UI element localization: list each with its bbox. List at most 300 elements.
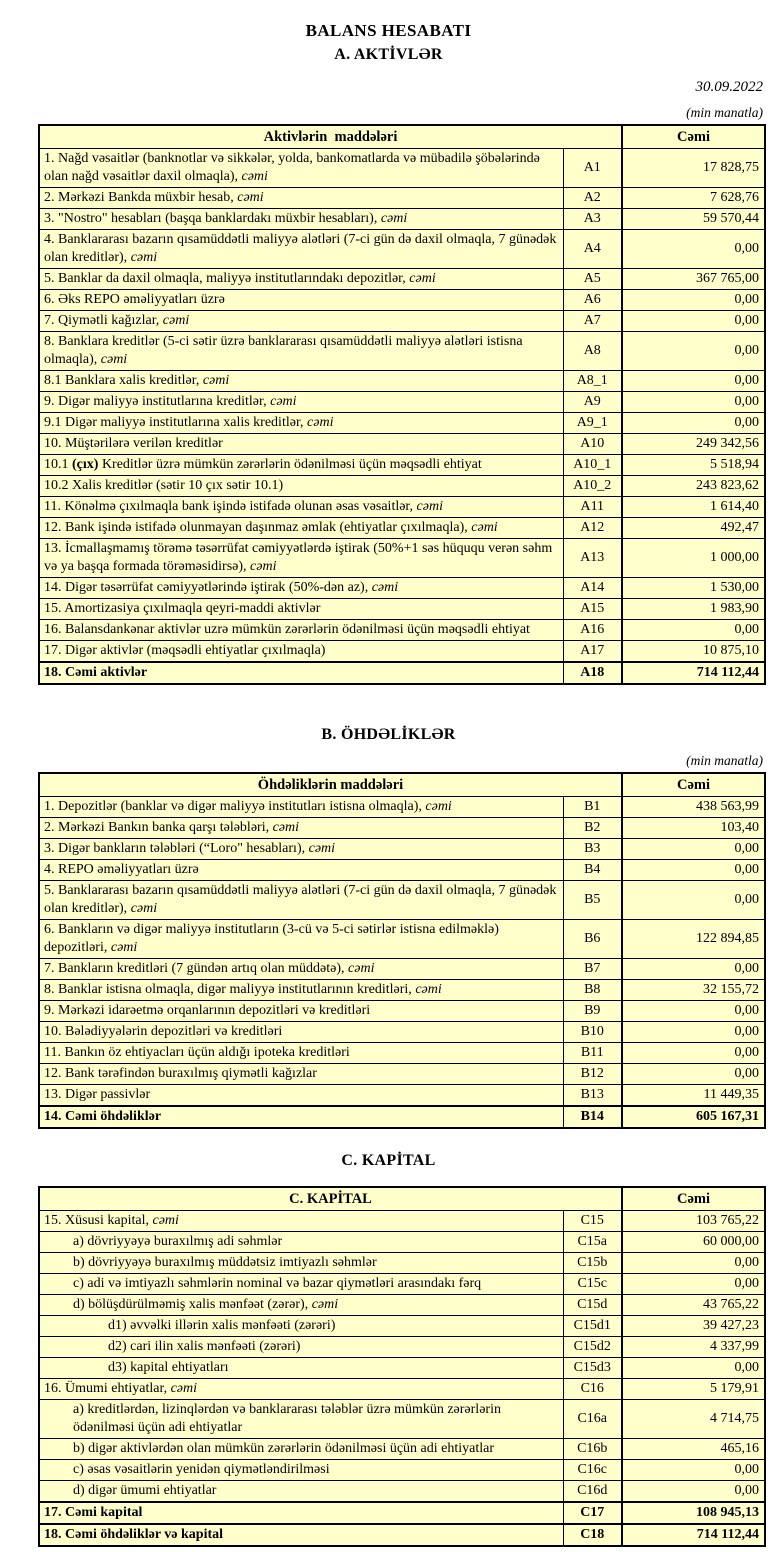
table-row — [39, 1379, 765, 1400]
table-row — [39, 578, 765, 599]
row-label-text: cəmi — [471, 520, 498, 535]
row-value: 5 179,91 — [622, 1379, 765, 1400]
row-label — [39, 371, 563, 392]
row-label-text: cəmi — [409, 271, 436, 286]
table-row — [39, 959, 765, 980]
row-value: 0,00 — [622, 371, 765, 392]
row-label — [39, 578, 563, 599]
row-label-text: 1. Depozitlər (banklar və digər maliyyə institutları istisna olmaqla), — [44, 799, 426, 814]
row-code: A3 — [563, 209, 622, 230]
row-code: B13 — [563, 1085, 622, 1107]
row-label — [39, 434, 563, 455]
table-row — [39, 1524, 765, 1546]
row-label — [39, 959, 563, 980]
table-row — [39, 980, 765, 1001]
row-code: A16 — [563, 620, 622, 641]
table-row — [39, 518, 765, 539]
row-label-text: 12. Bank işində istifadə olunmayan daşınmaz əmlak (ehtiyatlar çıxılmaqla), — [44, 520, 472, 535]
row-label-text: cəmi — [270, 394, 297, 409]
table-row — [39, 149, 765, 188]
row-label-text: 17. Cəmi kapital — [44, 1505, 143, 1520]
row-label-text: Kreditlər üzrə mümkün zərərlərin ödənilməsi üçün məqsədli ehtiyat — [98, 457, 482, 472]
row-label-text: 8.1 Banklara xalis kreditlər, — [44, 373, 203, 388]
row-value: 1 983,90 — [622, 599, 765, 620]
row-value: 17 828,75 — [622, 149, 765, 188]
table-row — [39, 392, 765, 413]
row-value: 0,00 — [622, 1064, 765, 1085]
row-value: 0,00 — [622, 1358, 765, 1379]
report-date: 30.09.2022 — [695, 79, 763, 95]
row-code: A10_2 — [563, 476, 622, 497]
row-value: 103 765,22 — [622, 1211, 765, 1232]
row-code: A6 — [563, 290, 622, 311]
row-code: B10 — [563, 1022, 622, 1043]
row-label — [39, 392, 563, 413]
row-label — [39, 1481, 563, 1503]
row-label-text: 2. Mərkəzi Bankda müxbir hesab, — [44, 190, 238, 205]
row-code: A11 — [563, 497, 622, 518]
row-label — [39, 518, 563, 539]
row-value: 103,40 — [622, 818, 765, 839]
row-label-text: cəmi — [307, 415, 334, 430]
row-label-text: 5. Banklar da daxil olmaqla, maliyyə institutlarındakı depozitlər, — [44, 271, 410, 286]
row-label-text: cəmi — [152, 1213, 179, 1228]
row-value: 43 765,22 — [622, 1295, 765, 1316]
table-row — [39, 332, 765, 371]
unit-note: (min manatla) — [686, 753, 763, 768]
row-value: 4 714,75 — [622, 1400, 765, 1439]
row-label — [39, 1400, 563, 1439]
row-value: 1 614,40 — [622, 497, 765, 518]
row-label — [39, 599, 563, 620]
row-label-text: 16. Balansdankənar aktivlər uzrə mümkün zərərlərin ödənilməsi üçün məqsədli ehtiyat — [44, 622, 530, 637]
row-code: A8_1 — [563, 371, 622, 392]
row-label-text: cəmi — [202, 373, 230, 388]
row-label — [39, 230, 563, 269]
row-value: 60 000,00 — [622, 1232, 765, 1253]
row-label-text: cəmi — [311, 1297, 339, 1312]
row-label — [39, 1379, 563, 1400]
row-code: A8 — [563, 332, 622, 371]
table-row — [39, 1481, 765, 1503]
items-column-header: Öhdəliklərin maddələri — [39, 773, 622, 797]
row-label — [39, 311, 563, 332]
row-label-text: cəmi — [241, 169, 268, 184]
row-label-text: cəmi — [130, 250, 158, 265]
liabilities-table — [38, 772, 766, 1129]
table-row — [39, 1400, 765, 1439]
row-label-text: c) adi və imtiyazlı səhmlərin nominal və bazar qiymətləri arasındakı fərq — [73, 1276, 482, 1291]
row-label — [39, 1316, 563, 1337]
row-label — [39, 149, 563, 188]
section-heading-assets: A. AKTİVLƏR — [334, 46, 443, 63]
table-row — [39, 455, 765, 476]
table-row — [39, 269, 765, 290]
row-label — [39, 980, 563, 1001]
row-label — [39, 641, 563, 663]
row-value: 0,00 — [622, 311, 765, 332]
row-value: 7 628,76 — [622, 188, 765, 209]
table-row — [39, 1085, 765, 1107]
row-label — [39, 1064, 563, 1085]
row-label-text: 9.1 Digər maliyyə institutlarına xalis kreditlər, — [44, 415, 308, 430]
row-label-text: a) kreditlərdən, lizinqlərdən və banklararası tələblər üzrə mümkün zərərlərin ödənilməsi üçün adi ehtiyatlar — [73, 1402, 501, 1435]
row-code: A10 — [563, 434, 622, 455]
row-label — [39, 269, 563, 290]
row-label-text: cəmi — [425, 799, 452, 814]
row-value: 0,00 — [622, 290, 765, 311]
table-row — [39, 1106, 765, 1128]
row-label-text: 10.2 Xalis kreditlər (sətir 10 çıx sətir 10.1) — [44, 478, 284, 493]
section-assets — [0, 105, 777, 685]
row-code: A9 — [563, 392, 622, 413]
row-label — [39, 920, 563, 959]
section-capital — [0, 1152, 777, 1547]
table-row — [39, 818, 765, 839]
row-code: C16c — [563, 1460, 622, 1481]
row-label — [39, 1439, 563, 1460]
row-label-text: 9. Digər maliyyə institutlarına kreditlər, — [44, 394, 271, 409]
row-label-text: 8. Banklara kreditlər (5-ci sətir üzrə banklararası qısamüddətli maliyyə alətləri istisna olmaqla), — [44, 334, 523, 367]
row-label — [39, 839, 563, 860]
table-row — [39, 662, 765, 684]
row-value: 0,00 — [622, 860, 765, 881]
row-label — [39, 332, 563, 371]
table-row — [39, 1337, 765, 1358]
row-value: 0,00 — [622, 392, 765, 413]
row-label-text: d) digər ümumi ehtiyatlar — [73, 1483, 217, 1498]
row-code: B11 — [563, 1043, 622, 1064]
row-code: A13 — [563, 539, 622, 578]
row-label-text: cəmi — [250, 559, 277, 574]
row-code: A5 — [563, 269, 622, 290]
row-label-text: d1) əvvəlki illərin xalis mənfəəti (zərəri) — [108, 1318, 336, 1333]
row-label — [39, 881, 563, 920]
row-code: A15 — [563, 599, 622, 620]
row-value: 249 342,56 — [622, 434, 765, 455]
row-value: 1 000,00 — [622, 539, 765, 578]
row-label — [39, 539, 563, 578]
row-label-text: 6. Bankların və digər maliyyə institutların (3-cü və 5-ci sətirlər istisna edilməklə) depozitləri, — [44, 922, 499, 955]
row-label — [39, 413, 563, 434]
row-code: B8 — [563, 980, 622, 1001]
row-value: 0,00 — [622, 413, 765, 434]
table-row — [39, 371, 765, 392]
row-label-text: cəmi — [308, 841, 336, 856]
table-row — [39, 1064, 765, 1085]
row-value: 59 570,44 — [622, 209, 765, 230]
table-row — [39, 1211, 765, 1232]
row-label-text: 14. Digər təsərrüfat cəmiyyətlərində iştirak (50%-dən az), — [44, 580, 372, 595]
row-value: 243 823,62 — [622, 476, 765, 497]
unit-note: (min manatla) — [686, 105, 763, 120]
table-row — [39, 497, 765, 518]
row-label-text: cəmi — [110, 940, 138, 955]
row-value: 39 427,23 — [622, 1316, 765, 1337]
row-label-text: cəmi — [100, 352, 128, 367]
row-label-text: 6. Əks REPO əməliyyatları üzrə — [44, 292, 225, 307]
row-label — [39, 1358, 563, 1379]
row-code: A4 — [563, 230, 622, 269]
row-value: 0,00 — [622, 959, 765, 980]
table-row — [39, 881, 765, 920]
row-code: B6 — [563, 920, 622, 959]
row-label-text: 10. Bələdiyyələrin depozitləri və kreditləri — [44, 1024, 283, 1039]
row-code: B4 — [563, 860, 622, 881]
row-label — [39, 455, 563, 476]
row-code: B1 — [563, 797, 622, 818]
table-row — [39, 1232, 765, 1253]
row-code: C15b — [563, 1253, 622, 1274]
row-code: A7 — [563, 311, 622, 332]
row-code: A10_1 — [563, 455, 622, 476]
row-value: 0,00 — [622, 230, 765, 269]
row-code: B7 — [563, 959, 622, 980]
table-row — [39, 860, 765, 881]
row-value: 465,16 — [622, 1439, 765, 1460]
row-label — [39, 1022, 563, 1043]
row-label-text: 11. Bankın öz ehtiyacları üçün aldığı ipoteka kreditləri — [44, 1045, 350, 1060]
row-code: B2 — [563, 818, 622, 839]
row-code: A14 — [563, 578, 622, 599]
table-row — [39, 599, 765, 620]
table-row — [39, 1358, 765, 1379]
section-heading-capital: C. KAPİTAL — [341, 1152, 436, 1169]
row-value: 4 337,99 — [622, 1337, 765, 1358]
row-value: 0,00 — [622, 1274, 765, 1295]
row-label — [39, 662, 563, 684]
row-label — [39, 209, 563, 230]
row-label — [39, 860, 563, 881]
row-label-text: cəmi — [237, 190, 264, 205]
row-code: B9 — [563, 1001, 622, 1022]
row-label-text: cəmi — [130, 901, 158, 916]
total-column-header: Cəmi — [622, 1187, 765, 1211]
row-code: A17 — [563, 641, 622, 663]
row-label-text: cəmi — [415, 982, 442, 997]
row-label-text: (çıx) — [72, 457, 99, 472]
row-label — [39, 1295, 563, 1316]
row-code: C16 — [563, 1379, 622, 1400]
table-row — [39, 1001, 765, 1022]
row-label-text: cəmi — [348, 961, 375, 976]
row-label — [39, 1085, 563, 1107]
capital-table — [38, 1186, 766, 1547]
total-column-header: Cəmi — [622, 773, 765, 797]
row-code: C18 — [563, 1524, 622, 1546]
row-value: 0,00 — [622, 839, 765, 860]
table-header-row — [39, 773, 765, 797]
table-row — [39, 539, 765, 578]
row-label — [39, 1460, 563, 1481]
row-label-text: 16. Ümumi ehtiyatlar, — [44, 1381, 171, 1396]
row-label-text: d2) cari ilin xalis mənfəəti (zərəri) — [108, 1339, 301, 1354]
row-code: C16d — [563, 1481, 622, 1503]
row-value: 10 875,10 — [622, 641, 765, 663]
row-label-text: 13. Digər passivlər — [44, 1087, 151, 1102]
row-label-text: 5. Banklararası bazarın qısamüddətli maliyyə alətləri (7-ci gün də daxil olmaqla, 7 günədək olan kreditlər), — [44, 883, 557, 916]
assets-table — [38, 124, 766, 685]
row-label-text: c) əsas vəsaitlərin yenidən qiymətləndirilməsi — [73, 1462, 330, 1477]
items-column-header: C. KAPİTAL — [39, 1187, 622, 1211]
row-label — [39, 1524, 563, 1546]
table-header-row — [39, 1187, 765, 1211]
row-label-text: 9. Mərkəzi idarəetmə orqanlarının depozitləri və kreditləri — [44, 1003, 371, 1018]
row-value: 1 530,00 — [622, 578, 765, 599]
row-label-text: 2. Mərkəzi Bankın banka qarşı tələbləri, — [44, 820, 273, 835]
table-row — [39, 311, 765, 332]
row-label-text: 1. Nağd vəsaitlər (banknotlar və sikkələr, yolda, bankomatlarda və mübadilə şöbələrində olan nağd vəsaitlər daxil olmaqla), — [44, 151, 540, 184]
total-column-header: Cəmi — [622, 125, 765, 149]
row-label-text: d3) kapital ehtiyatları — [108, 1360, 229, 1375]
row-label-text: cəmi — [371, 580, 399, 595]
row-label-text: cəmi — [416, 499, 443, 514]
row-value: 0,00 — [622, 1460, 765, 1481]
row-code: B12 — [563, 1064, 622, 1085]
row-value: 0,00 — [622, 1001, 765, 1022]
row-label-text: cəmi — [162, 313, 190, 328]
row-label — [39, 1502, 563, 1524]
row-label — [39, 1106, 563, 1128]
row-code: B14 — [563, 1106, 622, 1128]
row-code: C15a — [563, 1232, 622, 1253]
row-code: A1 — [563, 149, 622, 188]
row-label-text: 4. REPO əməliyyatları üzrə — [44, 862, 199, 877]
row-label-text: 18. Cəmi öhdəliklər və kapital — [44, 1527, 224, 1542]
row-code: C15d1 — [563, 1316, 622, 1337]
table-row — [39, 1274, 765, 1295]
row-code: C16a — [563, 1400, 622, 1439]
row-label-text: 3. Digər bankların tələbləri (“Loro" hesabları), — [44, 841, 309, 856]
row-code: B3 — [563, 839, 622, 860]
section-heading-liabilities: B. ÖHDƏLİKLƏR — [321, 726, 456, 743]
table-row — [39, 290, 765, 311]
table-row — [39, 1316, 765, 1337]
row-label-text: 10. Müştərilərə verilən kreditlər — [44, 436, 223, 451]
row-value: 714 112,44 — [622, 662, 765, 684]
row-label-text: 7. Qiymətli kağızlar, — [44, 313, 163, 328]
table-row — [39, 188, 765, 209]
row-label-text: 17. Digər aktivlər (məqsədli ehtiyatlar çıxılmaqla) — [44, 643, 326, 658]
row-label-text: 14. Cəmi öhdəliklər — [44, 1109, 162, 1124]
row-label — [39, 1253, 563, 1274]
row-label-text: b) digər aktivlərdən olan mümkün zərərlərin ödənilməsi üçün adi ehtiyatlar — [73, 1441, 495, 1456]
row-value: 122 894,85 — [622, 920, 765, 959]
row-code: C15 — [563, 1211, 622, 1232]
table-row — [39, 1460, 765, 1481]
row-value: 5 518,94 — [622, 455, 765, 476]
row-value: 492,47 — [622, 518, 765, 539]
table-row — [39, 1253, 765, 1274]
row-label-text: 13. İcmallaşmamış törəmə təsərrüfat cəmiyyətlərdə iştirak (50%+1 səs hüququ verən səhm və ya başqa formada törəməsidirsə), — [44, 541, 553, 574]
row-label-text: 10.1 — [44, 457, 72, 472]
row-label — [39, 1232, 563, 1253]
row-label — [39, 290, 563, 311]
row-label — [39, 620, 563, 641]
row-code: C17 — [563, 1502, 622, 1524]
row-value: 11 449,35 — [622, 1085, 765, 1107]
row-value: 605 167,31 — [622, 1106, 765, 1128]
table-row — [39, 1022, 765, 1043]
row-label-text: b) dövriyyəyə buraxılmış müddətsiz imtiyazlı səhmlər — [73, 1255, 377, 1270]
row-label-text: d) bölüşdürülməmiş xalis mənfəət (zərər), — [73, 1297, 312, 1312]
row-label-text: cəmi — [170, 1381, 198, 1396]
table-row — [39, 839, 765, 860]
row-label — [39, 797, 563, 818]
table-row — [39, 1439, 765, 1460]
row-value: 32 155,72 — [622, 980, 765, 1001]
row-value: 0,00 — [622, 1043, 765, 1064]
row-label — [39, 1337, 563, 1358]
row-label — [39, 1274, 563, 1295]
row-value: 0,00 — [622, 1481, 765, 1503]
table-row — [39, 920, 765, 959]
row-value: 0,00 — [622, 332, 765, 371]
row-code: C15d2 — [563, 1337, 622, 1358]
row-label-text: 15. Amortizasiya çıxılmaqla qeyri-maddi aktivlər — [44, 601, 321, 616]
document-title: BALANS HESABATI — [305, 21, 472, 40]
table-row — [39, 1502, 765, 1524]
row-value: 0,00 — [622, 881, 765, 920]
row-code: C16b — [563, 1439, 622, 1460]
row-code: A18 — [563, 662, 622, 684]
row-label-text: cəmi — [272, 820, 300, 835]
table-row — [39, 209, 765, 230]
table-row — [39, 230, 765, 269]
row-value: 0,00 — [622, 1022, 765, 1043]
row-label — [39, 497, 563, 518]
row-label — [39, 1001, 563, 1022]
row-label — [39, 1211, 563, 1232]
row-label — [39, 1043, 563, 1064]
table-row — [39, 797, 765, 818]
table-row — [39, 1295, 765, 1316]
row-code: C15d — [563, 1295, 622, 1316]
table-row — [39, 1043, 765, 1064]
row-label-text: 7. Bankların kreditləri (7 gündən artıq olan müddətə), — [44, 961, 349, 976]
row-label-text: 8. Banklar istisna olmaqla, digər maliyyə institutlarının kreditləri, — [44, 982, 416, 997]
table-row — [39, 620, 765, 641]
row-code: A9_1 — [563, 413, 622, 434]
row-code: A12 — [563, 518, 622, 539]
row-code: B5 — [563, 881, 622, 920]
table-row — [39, 413, 765, 434]
row-label-text: 3. "Nostro" hesabları (başqa banklardakı müxbir hesabları), — [44, 211, 381, 226]
table-row — [39, 434, 765, 455]
row-value: 714 112,44 — [622, 1524, 765, 1546]
row-value: 108 945,13 — [622, 1502, 765, 1524]
row-label — [39, 818, 563, 839]
row-value: 438 563,99 — [622, 797, 765, 818]
row-label-text: cəmi — [380, 211, 408, 226]
row-value: 0,00 — [622, 620, 765, 641]
row-label — [39, 476, 563, 497]
row-code: C15c — [563, 1274, 622, 1295]
row-label-text: 15. Xüsusi kapital, — [44, 1213, 153, 1228]
section-liabilities — [0, 726, 777, 1129]
table-row — [39, 476, 765, 497]
row-value: 367 765,00 — [622, 269, 765, 290]
row-label-text: 18. Cəmi aktivlər — [44, 665, 148, 680]
row-value: 0,00 — [622, 1253, 765, 1274]
row-label-text: 12. Bank tərəfindən buraxılmış qiymətli kağızlar — [44, 1066, 317, 1081]
items-column-header: Aktivlərin maddələri — [39, 125, 622, 149]
table-header-row — [39, 125, 765, 149]
table-row — [39, 641, 765, 663]
row-code: A2 — [563, 188, 622, 209]
row-code: C15d3 — [563, 1358, 622, 1379]
row-label — [39, 188, 563, 209]
